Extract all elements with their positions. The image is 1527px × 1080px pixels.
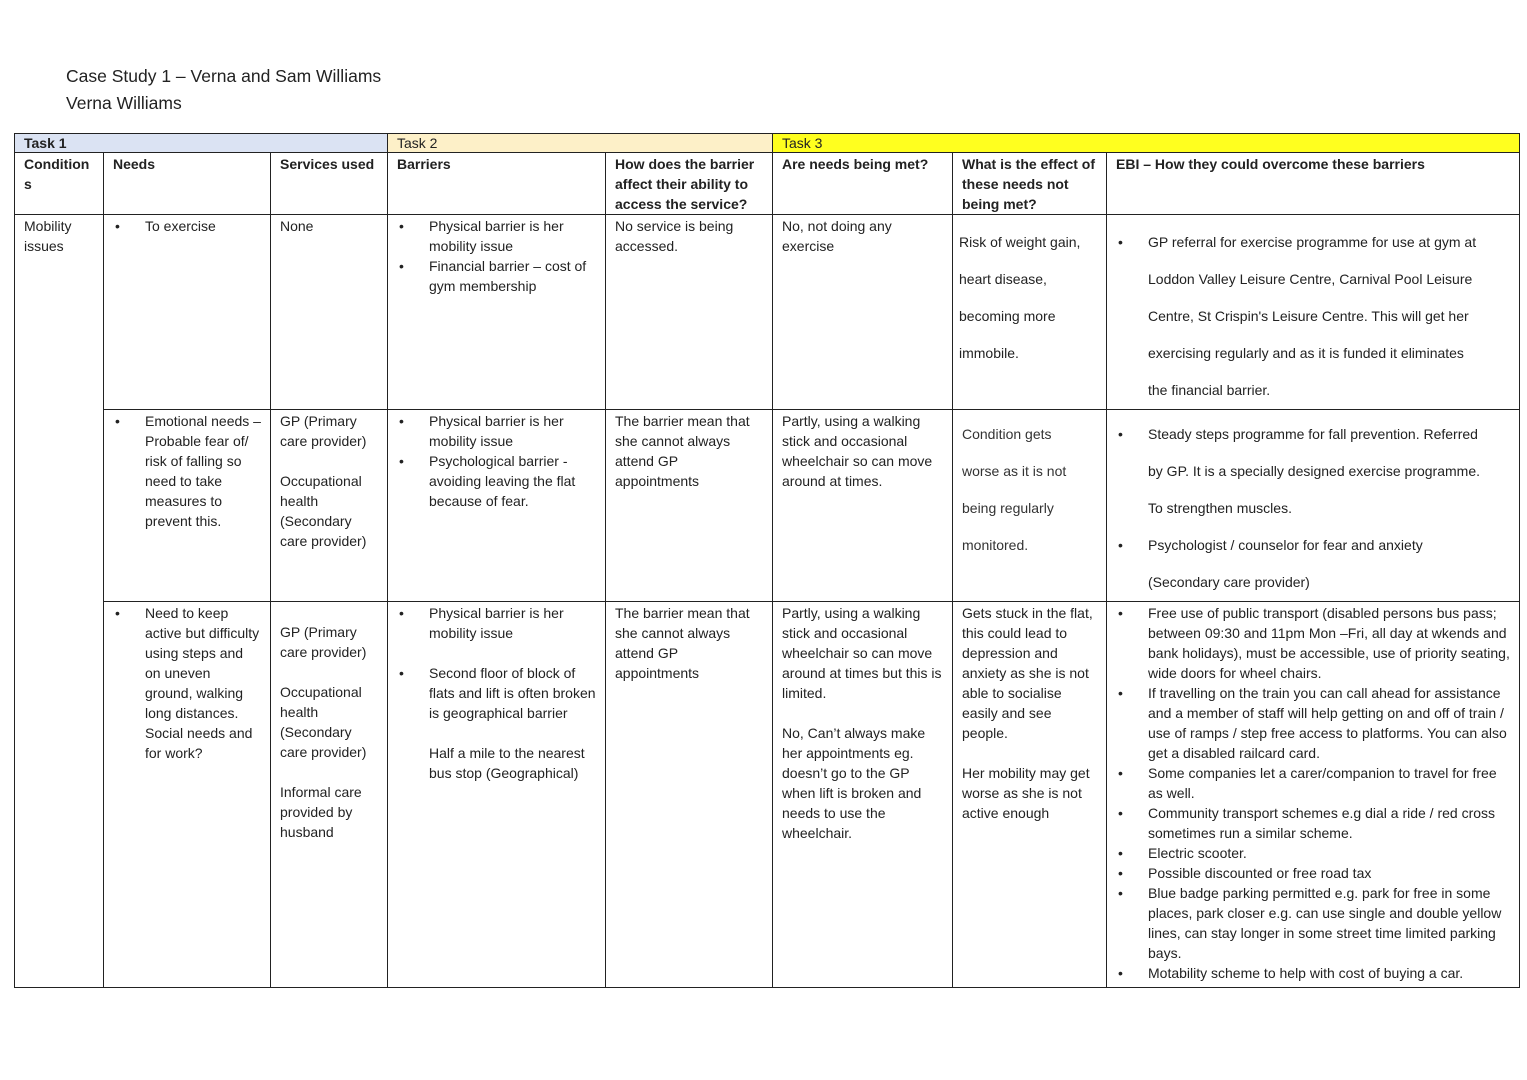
effect-line: being regularly xyxy=(962,500,1054,516)
ebi-line: the financial barrier. xyxy=(1148,382,1271,398)
affect-cell: The barrier mean that she cannot always attend GP appointments xyxy=(606,602,773,988)
met-text: No, Can’t always make her appointments eg. doesn’t go to the GP when lift is broken and needs to use the wheelchair. xyxy=(782,725,926,841)
header-effect: What is the effect of these needs not being met? xyxy=(953,153,1107,215)
list-item: • Free use of public transport (disabled persons bus pass; between 09:30 and 11pm Mon –Fri, all day at wkends and bank holidays), must be accessible, use of priority seating, wide doors for wheel chairs. xyxy=(1116,603,1510,683)
services-cell xyxy=(271,215,388,410)
list-item: • Psychological barrier - avoiding leaving the flat because of fear. xyxy=(397,451,596,511)
header-met: Are needs being met? xyxy=(773,153,953,215)
ebi-line: (Secondary care provider) xyxy=(1148,574,1310,590)
list-item: • Some companies let a carer/companion to travel for free as well. xyxy=(1116,763,1510,803)
met-text: Partly, using a walking stick and occasional wheelchair so can move around at times but this is limited. xyxy=(782,605,942,701)
task-row xyxy=(15,134,1520,153)
effect-line: immobile. xyxy=(959,345,1019,361)
header-needs: Needs xyxy=(104,153,271,215)
task-2-label: Task 2 xyxy=(388,134,773,153)
header-barriers: Barriers xyxy=(388,153,606,215)
effect-line: becoming more xyxy=(959,308,1056,324)
barriers-cell xyxy=(388,410,606,602)
page-title: Case Study 1 – Verna and Sam Williams xyxy=(66,66,382,86)
effect-line: Condition gets xyxy=(962,426,1052,442)
barriers-cell xyxy=(388,215,606,410)
condition-cell: Mobility issues xyxy=(15,215,104,988)
list-item: • Second floor of block of flats and lift is often broken is geographical barrier xyxy=(397,663,596,723)
service-text: Occupational health (Secondary care provider) xyxy=(280,473,367,549)
needs-cell xyxy=(104,410,271,602)
header-affect: How does the barrier affect their ability to access the service? xyxy=(606,153,773,215)
list-item: • Blue badge parking permitted e.g. park for free in some places, park closer e.g. can use single and double yellow lines, can stay longer in some street time limited parking bays. xyxy=(1116,883,1510,963)
list-item: • Need to keep active but difficulty using steps and on uneven ground, walking long distances. Social needs and for work? xyxy=(113,603,261,763)
affect-cell: No service is being accessed. xyxy=(606,215,773,410)
effect-cell xyxy=(953,602,1107,988)
task-1-label: Task 1 xyxy=(15,134,388,153)
table-row xyxy=(15,215,1520,410)
list-item: • To exercise xyxy=(113,216,261,236)
service-text: Occupational health (Secondary care provider) xyxy=(280,684,367,760)
list-item: • Community transport schemes e.g dial a ride / red cross sometimes run a similar scheme. xyxy=(1116,803,1510,843)
page-subtitle: Verna Williams xyxy=(66,93,182,113)
service-text: Informal care provided by husband xyxy=(280,784,362,840)
affect-cell: The barrier mean that she cannot always attend GP appointments xyxy=(606,410,773,602)
list-item: • Steady steps programme for fall prevention. Referred xyxy=(1116,416,1510,453)
effect-line: Risk of weight gain, xyxy=(959,234,1081,250)
list-item: • Electric scooter. xyxy=(1116,843,1510,863)
ebi-line: by GP. It is a specially designed exercise programme. xyxy=(1148,463,1481,479)
table-row xyxy=(15,410,1520,602)
ebi-cell xyxy=(1107,602,1520,988)
service-text: None xyxy=(280,218,314,234)
list-item: • Physical barrier is her mobility issue xyxy=(397,216,596,256)
table-row xyxy=(15,602,1520,988)
barriers-cell xyxy=(388,602,606,988)
list-item: • Possible discounted or free road tax xyxy=(1116,863,1510,883)
services-cell xyxy=(271,410,388,602)
services-cell xyxy=(271,602,388,988)
case-study-table xyxy=(14,133,1520,988)
effect-cell xyxy=(953,215,1107,410)
list-item: • GP referral for exercise programme for use at gym at xyxy=(1116,224,1510,261)
met-cell: Partly, using a walking stick and occasional wheelchair so can move around at times. xyxy=(773,410,953,602)
ebi-line: To strengthen muscles. xyxy=(1148,500,1292,516)
header-ebi: EBI – How they could overcome these barriers xyxy=(1107,153,1520,215)
ebi-cell xyxy=(1107,215,1520,410)
effect-cell xyxy=(953,410,1107,602)
needs-cell xyxy=(104,215,271,410)
list-item: • Financial barrier – cost of gym membership xyxy=(397,256,596,296)
barrier-note: Half a mile to the nearest bus stop (Geographical) xyxy=(429,745,585,781)
effect-line: worse as it is not xyxy=(962,463,1067,479)
met-cell: No, not doing any exercise xyxy=(773,215,953,410)
list-item: • Psychologist / counselor for fear and anxiety xyxy=(1116,527,1510,564)
effect-text: Gets stuck in the flat, this could lead to depression and anxiety as she is not able to socialise easily and see people. xyxy=(962,605,1093,741)
met-cell xyxy=(773,602,953,988)
ebi-cell xyxy=(1107,410,1520,602)
list-item: • Physical barrier is her mobility issue xyxy=(397,411,596,451)
effect-line: monitored. xyxy=(962,537,1029,553)
ebi-line: Loddon Valley Leisure Centre, Carnival Pool Leisure xyxy=(1148,271,1473,287)
service-text: GP (Primary care provider) xyxy=(280,413,367,449)
header-conditions: Condition s xyxy=(15,153,104,215)
ebi-line: Centre, St Crispin's Leisure Centre. This will get her xyxy=(1148,308,1469,324)
needs-cell xyxy=(104,602,271,988)
list-item: • Motability scheme to help with cost of buying a car. xyxy=(1116,963,1510,983)
header-row xyxy=(15,153,1520,215)
service-text: GP (Primary care provider) xyxy=(280,624,367,660)
effect-text: Her mobility may get worse as she is not active enough xyxy=(962,765,1090,821)
list-item: • Physical barrier is her mobility issue xyxy=(397,603,596,643)
ebi-line: exercising regularly and as it is funded it eliminates xyxy=(1148,345,1464,361)
task-3-label: Task 3 xyxy=(773,134,1520,153)
effect-line: heart disease, xyxy=(959,271,1047,287)
list-item: • If travelling on the train you can call ahead for assistance and a member of staff will help getting on and off of train / use of ramps / step free access to platforms. You can also get a disabled railcard card. xyxy=(1116,683,1510,763)
list-item: • Emotional needs – Probable fear of/ risk of falling so need to take measures to prevent this. xyxy=(113,411,261,531)
header-services: Services used xyxy=(271,153,388,215)
